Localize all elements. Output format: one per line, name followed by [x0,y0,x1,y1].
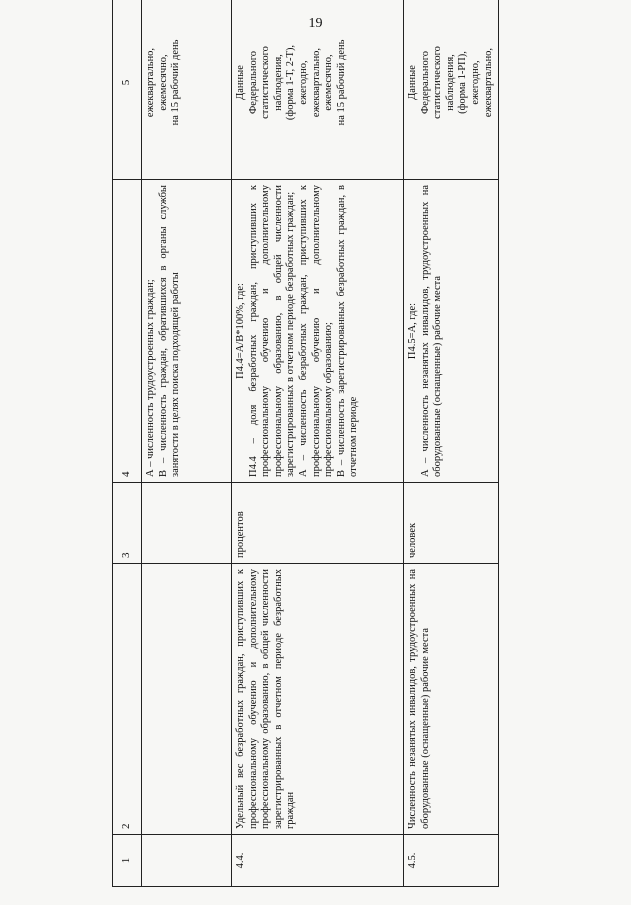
formula: П4.5=А, где: [407,302,418,360]
unit [142,483,232,564]
source-text: Данные Федерального статистического наблюдения, (форма 1-РП), ежегодно, ежеквартально, [407,46,494,119]
header-col-3: 3 [113,483,142,564]
indicator-name [142,564,232,835]
source-text: Данные Федерального статистического наблюдения, (форма 1-Т, 2-Т), ежегодно, ежеквартально, ежемесячно, на 15 рабочий день [235,39,347,126]
calculation-method [404,180,499,483]
data-source [232,0,404,180]
table-row [142,0,232,887]
calculation-method [142,180,232,483]
header-col-5: 5 [113,0,142,180]
row-number: 4.4. [232,835,404,887]
unit: процентов [232,483,404,564]
method-text: А – численность незанятых инвалидов, трудоустроенных на оборудованные (оснащенные) рабочие места [419,185,444,477]
row-number: 4.5. [404,835,499,887]
indicator-table [112,0,499,887]
row-number [142,835,232,887]
data-source [404,0,499,180]
formula: П4.4=А/В*100%, где: [235,283,246,379]
source-text: ежеквартально, ежемесячно, на 15 рабочий день [145,39,182,126]
table-row [232,0,404,887]
table-header-row [113,0,142,887]
indicator-name: Удельный вес безработных граждан, приступивших к профессиональному обучению и дополнительному профессиональному образованию, в общей численности зарегистрированных в отчетном периоде безработных граждан [232,564,404,835]
calculation-method [232,180,404,483]
method-text: А – численность трудоустроенных граждан; В – численность граждан, обратившихся в органы службы занятости в целях поиска подходящей работы [145,185,182,477]
rotated-table-wrapper [112,41,493,887]
method-text: П4.4 – доля безработных граждан, приступивших к профессиональному обучению и дополнительному профессиональному образованию, в общей численности зарегистрированных в отчетном периоде безработных граждан; А – численность безработных граждан, приступивших к профессиональному обучению и дополнительному профессиональному образованию; В – численность зарегистрированных безработных граждан, в отчетном периоде [247,185,360,477]
header-col-2: 2 [113,564,142,835]
table-row [404,0,499,887]
header-col-4: 4 [113,180,142,483]
page-number: 19 [308,16,323,31]
unit: человек [404,483,499,564]
header-col-1: 1 [113,835,142,887]
indicator-name: Численность незанятых инвалидов, трудоустроенных на оборудованные (оснащенные) рабочие места [404,564,499,835]
data-source [142,0,232,180]
